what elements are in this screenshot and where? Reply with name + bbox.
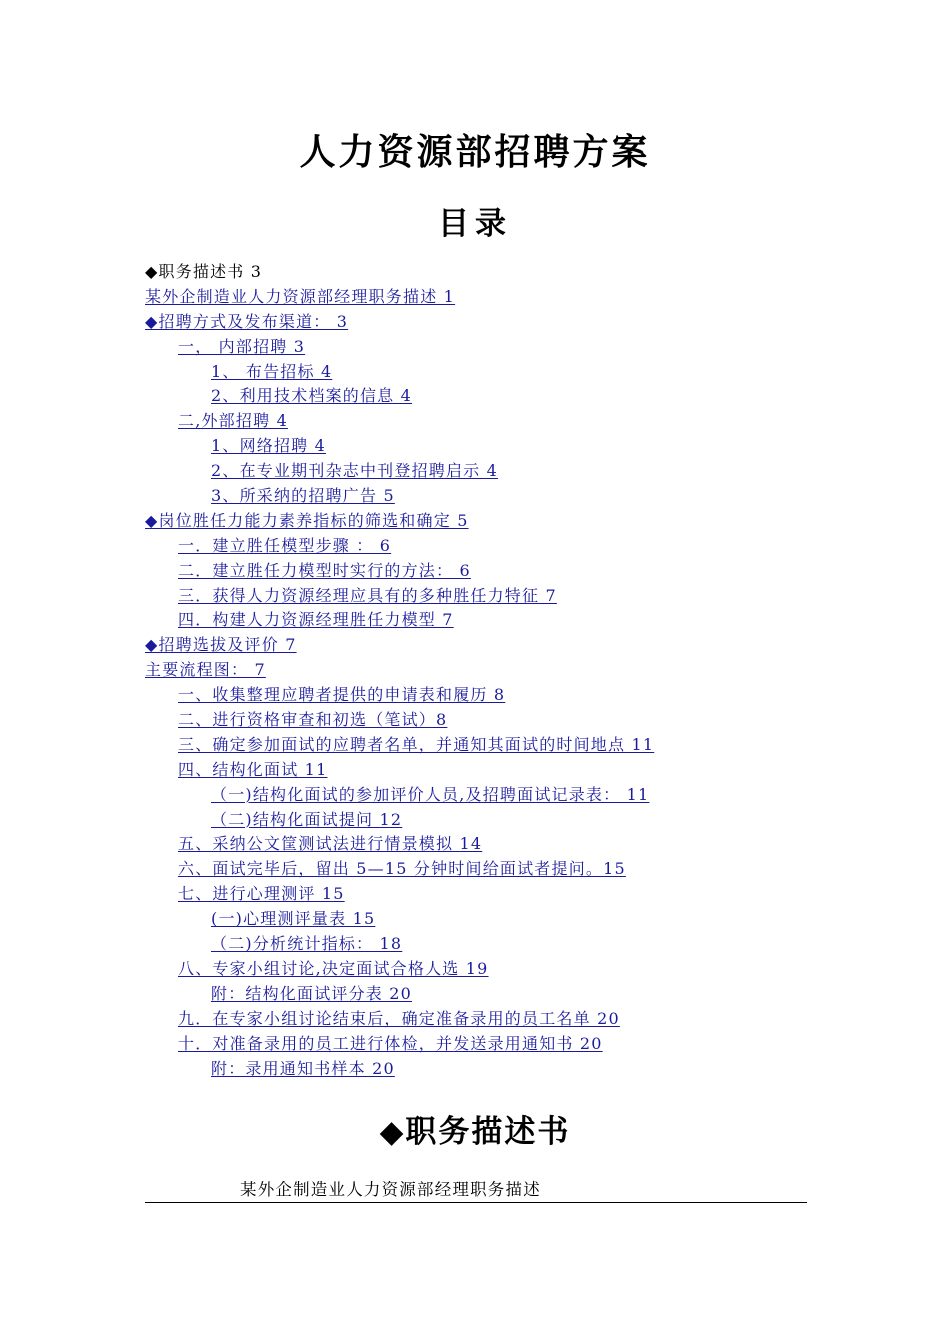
toc-link[interactable]: （一)结构化面试的参加评价人员,及招聘面试记录表： 11 bbox=[211, 784, 650, 804]
toc-entry[interactable] bbox=[145, 434, 825, 459]
toc-link[interactable]: （二)分析统计指标： 18 bbox=[211, 934, 403, 954]
toc-link[interactable]: 四．构建人力资源经理胜任力模型 7 bbox=[178, 610, 454, 630]
toc-entry[interactable] bbox=[145, 932, 825, 957]
toc-entry[interactable] bbox=[145, 1007, 825, 1032]
toc-entry[interactable] bbox=[145, 335, 825, 360]
toc-link[interactable]: 三、确定参加面试的应聘者名单，并通知其面试的时间地点 11 bbox=[178, 734, 655, 754]
toc-entry[interactable] bbox=[145, 384, 825, 409]
toc-entry[interactable] bbox=[145, 409, 825, 434]
toc-entry[interactable] bbox=[145, 758, 825, 783]
toc-entry[interactable] bbox=[145, 882, 825, 907]
toc-entry[interactable] bbox=[145, 982, 825, 1007]
toc-link[interactable]: ◆招聘方式及发布渠道： 3 bbox=[145, 311, 349, 331]
toc-link[interactable]: （二)结构化面试提问 12 bbox=[211, 809, 403, 829]
toc-link[interactable]: 二,外部招聘 4 bbox=[178, 411, 288, 431]
toc-entry[interactable] bbox=[145, 683, 825, 708]
toc-link[interactable]: ◆岗位胜任力能力素养指标的筛选和确定 5 bbox=[145, 510, 469, 530]
toc-link[interactable]: 五、采纳公文筐测试法进行情景模拟 14 bbox=[178, 834, 483, 854]
toc-entry[interactable] bbox=[145, 708, 825, 733]
toc-link[interactable]: 一、收集整理应聘者提供的申请表和履历 8 bbox=[178, 685, 506, 705]
toc-heading: 目录 bbox=[438, 206, 512, 242]
toc-link[interactable]: 十．对准备录用的员工进行体检，并发送录用通知书 20 bbox=[178, 1033, 603, 1053]
toc-link[interactable]: 主要流程图： 7 bbox=[145, 660, 266, 680]
toc-entry[interactable] bbox=[145, 658, 825, 683]
toc-entry[interactable] bbox=[145, 832, 825, 857]
toc-link[interactable]: ◆招聘选拔及评价 7 bbox=[145, 635, 297, 655]
table-of-contents bbox=[145, 260, 825, 1081]
toc-link[interactable]: 2、在专业期刊杂志中刊登招聘启示 4 bbox=[211, 461, 499, 481]
toc-entry[interactable] bbox=[145, 310, 825, 335]
toc-entry[interactable] bbox=[145, 285, 825, 310]
toc-link[interactable]: 1、 布告招标 4 bbox=[211, 361, 333, 381]
section-heading: ◆职务描述书 bbox=[379, 1114, 571, 1150]
toc-link[interactable]: 某外企制造业人力资源部经理职务描述 1 bbox=[145, 286, 456, 306]
toc-entry-text: ◆职务描述书 3 bbox=[145, 262, 263, 281]
toc-entry[interactable] bbox=[145, 907, 825, 932]
toc-entry[interactable] bbox=[145, 559, 825, 584]
toc-link[interactable]: 一， 内部招聘 3 bbox=[178, 336, 306, 356]
toc-link[interactable]: 四、结构化面试 11 bbox=[178, 759, 328, 779]
toc-entry[interactable] bbox=[145, 484, 825, 509]
toc-entry[interactable] bbox=[145, 633, 825, 658]
toc-entry-job-description bbox=[145, 260, 825, 285]
toc-link[interactable]: 一．建立胜任模型步骤 ： 6 bbox=[178, 535, 392, 555]
toc-entry[interactable] bbox=[145, 534, 825, 559]
toc-entry[interactable] bbox=[145, 733, 825, 758]
horizontal-rule bbox=[145, 1202, 807, 1203]
toc-link[interactable]: 3、所采纳的招聘广告 5 bbox=[211, 486, 395, 506]
toc-entry[interactable] bbox=[145, 360, 825, 385]
toc-link[interactable]: 三．获得人力资源经理应具有的多种胜任力特征 7 bbox=[178, 585, 557, 605]
toc-entry[interactable] bbox=[145, 808, 825, 833]
toc-entry[interactable] bbox=[145, 857, 825, 882]
toc-entry[interactable] bbox=[145, 1057, 825, 1082]
toc-entry[interactable] bbox=[145, 1032, 825, 1057]
toc-link[interactable]: 六、面试完毕后，留出 5—15 分钟时间给面试者提问。15 bbox=[178, 859, 626, 879]
toc-entry[interactable] bbox=[145, 509, 825, 534]
document-title: 人力资源部招聘方案 bbox=[299, 131, 651, 173]
toc-entry[interactable] bbox=[145, 783, 825, 808]
toc-link[interactable]: (一)心理测评量表 15 bbox=[211, 909, 376, 929]
toc-link[interactable]: 1、网络招聘 4 bbox=[211, 436, 327, 456]
section-subheading: 某外企制造业人力资源部经理职务描述 bbox=[240, 1180, 541, 1199]
toc-entry[interactable] bbox=[145, 459, 825, 484]
toc-link[interactable]: 2、利用技术档案的信息 4 bbox=[211, 386, 413, 406]
toc-link[interactable]: 九．在专家小组讨论结束后，确定准备录用的员工名单 20 bbox=[178, 1008, 620, 1028]
toc-entry[interactable] bbox=[145, 608, 825, 633]
toc-entry[interactable] bbox=[145, 584, 825, 609]
toc-link[interactable]: 二．建立胜任力模型时实行的方法： 6 bbox=[178, 560, 471, 580]
toc-link[interactable]: 附：录用通知书样本 20 bbox=[211, 1058, 395, 1078]
toc-link[interactable]: 八、专家小组讨论,决定面试合格人选 19 bbox=[178, 958, 489, 978]
toc-link[interactable]: 附：结构化面试评分表 20 bbox=[211, 983, 413, 1003]
toc-link[interactable]: 七、进行心理测评 15 bbox=[178, 884, 345, 904]
toc-link[interactable]: 二、进行资格审查和初选（笔试）8 bbox=[178, 710, 448, 730]
toc-entry[interactable] bbox=[145, 957, 825, 982]
